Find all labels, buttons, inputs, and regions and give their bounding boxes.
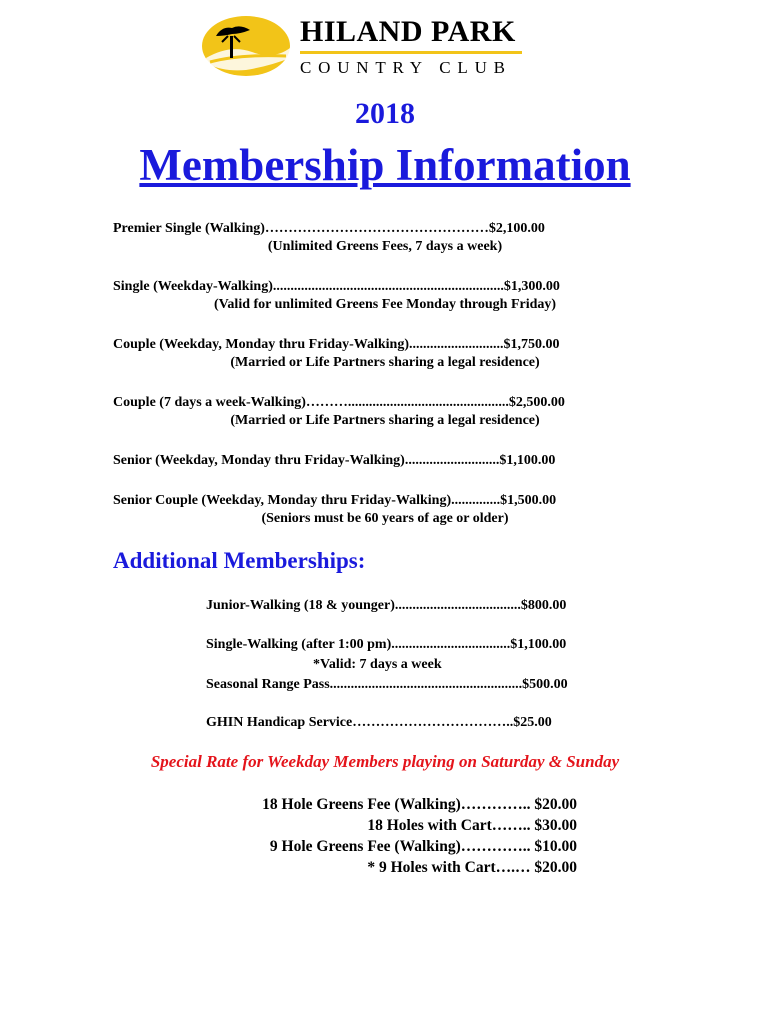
additional-range-pass: Seasonal Range Pass.......................................................$500.00 [206,677,568,692]
membership-couple-7days-note: (Married or Life Partners sharing a legal residence) [230,413,540,428]
special-rate-heading: Special Rate for Weekday Members playing on Saturday & Sunday [150,752,620,771]
membership-single-weekday: Single (Weekday-Walking)..................................................................$1,300.00 [113,279,560,294]
membership-premier-single: Premier Single (Walking)…………………………………………$2,100.00 [113,221,545,236]
club-subtitle: COUNTRY CLUB [300,58,512,77]
tree-emblem-icon [200,14,292,78]
rate-9-hole-cart: * 9 Holes with Cart….… $20.00 [367,859,577,876]
additional-ghin-handicap: GHIN Handicap Service……………………………..$25.00 [206,715,552,730]
membership-senior-couple: Senior Couple (Weekday, Monday thru Friday-Walking)..............$1,500.00 [113,493,557,508]
membership-single-weekday-note: (Valid for unlimited Greens Fee Monday through Friday) [213,297,557,312]
additional-junior: Junior-Walking (18 & younger)....................................$800.00 [206,598,567,613]
membership-premier-single-note: (Unlimited Greens Fees, 7 days a week) [267,239,503,254]
logo-divider [300,51,522,54]
additional-memberships-heading: Additional Memberships: [113,548,366,573]
club-name: HILAND PARK [300,15,516,48]
membership-senior-couple-note: (Seniors must be 60 years of age or older) [261,511,509,526]
membership-couple-7days: Couple (7 days a week-Walking)………..............................................$2,500.00 [113,395,565,410]
membership-couple-weekday: Couple (Weekday, Monday thru Friday-Walking)...........................$1,750.00 [113,337,560,352]
year-heading: 2018 [355,97,415,130]
membership-senior-weekday: Senior (Weekday, Monday thru Friday-Walking)...........................$1,100.00 [113,453,556,468]
rate-18-hole-cart: 18 Holes with Cart…….. $30.00 [367,817,577,834]
additional-single-afternoon: Single-Walking (after 1:00 pm)..................................$1,100.00 [206,637,567,652]
rate-18-hole-walking: 18 Hole Greens Fee (Walking)………….. $20.00 [262,796,577,813]
club-logo [200,12,540,82]
rate-9-hole-walking: 9 Hole Greens Fee (Walking)………….. $10.00 [269,838,577,855]
membership-couple-weekday-note: (Married or Life Partners sharing a legal residence) [230,355,540,370]
page-title: Membership Information [139,140,631,190]
additional-single-afternoon-note: *Valid: 7 days a week [313,657,442,672]
